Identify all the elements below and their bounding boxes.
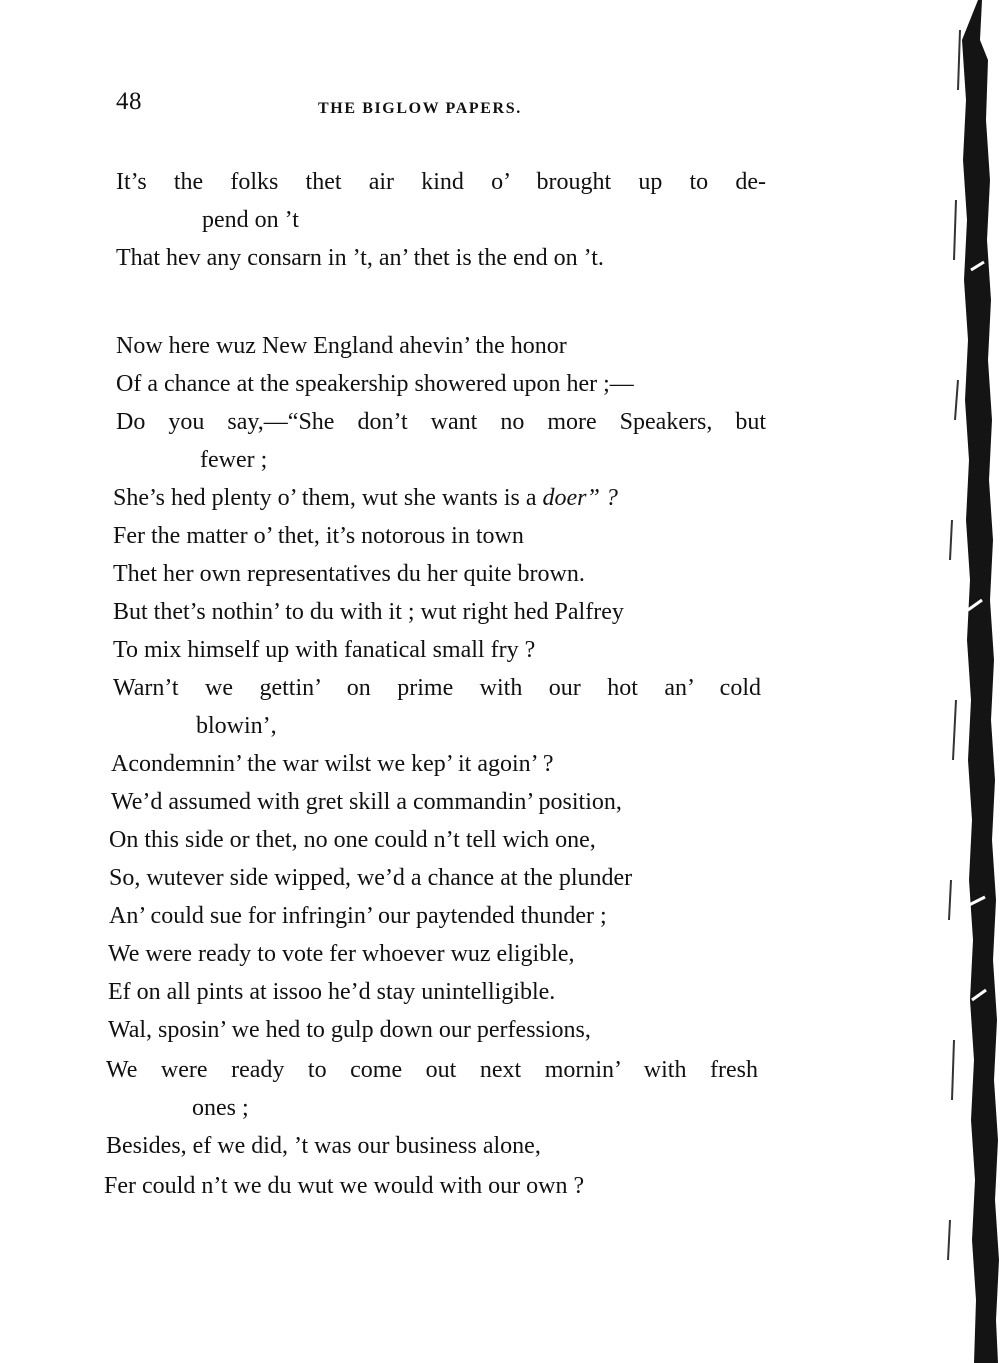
verse-line-continuation: ones ;: [192, 1095, 249, 1121]
verse-line-continuation: blowin’,: [196, 713, 277, 739]
page-number: 48: [116, 88, 142, 115]
verse-line: Now here wuz New England ahevin’ the honor: [116, 333, 567, 359]
verse-line: Thet her own representatives du her quite brown.: [113, 561, 585, 587]
verse-line: Acondemnin’ the war wilst we kep’ it agoin’ ?: [111, 751, 554, 777]
italic-word: doer: [542, 485, 587, 511]
verse-line: Do you say,—“She don’t want no more Speakers, but: [116, 410, 766, 435]
verse-line: Ef on all pints at issoo he’d stay unintelligible.: [108, 979, 556, 1005]
verse-line: To mix himself up with fanatical small fry ?: [113, 637, 536, 663]
verse-line: That hev any consarn in ’t, an’ thet is the end on ’t.: [116, 245, 604, 271]
verse-line: On this side or thet, no one could n’t tell wich one,: [109, 827, 596, 853]
running-head: THE BIGLOW PAPERS.: [318, 100, 522, 117]
verse-line: We were ready to come out next mornin’ with fresh: [106, 1058, 758, 1083]
verse-line: Besides, ef we did, ’t was our business alone,: [106, 1133, 541, 1159]
closing-punctuation: ” ?: [586, 485, 618, 511]
verse-line: Of a chance at the speakership showered upon her ;—: [116, 371, 634, 397]
verse-line-continuation: fewer ;: [200, 447, 268, 473]
verse-line: Fer could n’t we du wut we would with our own ?: [104, 1173, 585, 1199]
verse-line: We’d assumed with gret skill a commandin’ position,: [111, 789, 622, 815]
verse-line: So, wutever side wipped, we’d a chance at the plunder: [109, 865, 633, 891]
verse-line: An’ could sue for infringin’ our paytended thunder ;: [109, 903, 607, 929]
verse-line: We were ready to vote fer whoever wuz eligible,: [108, 941, 575, 967]
verse-line: Wal, sposin’ we hed to gulp down our perfessions,: [108, 1017, 591, 1043]
verse-text: She’s hed plenty o’ them, wut she wants is a: [113, 485, 543, 511]
verse-line-continuation: pend on ’t: [202, 207, 299, 233]
verse-line: Fer the matter o’ thet, it’s notorous in town: [113, 523, 524, 549]
verse-line: Warn’t we gettin’ on prime with our hot an’ cold: [113, 676, 761, 701]
verse-line: But thet’s nothin’ to du with it ; wut right hed Palfrey: [113, 599, 624, 625]
page-binding-edge: [938, 0, 1000, 1363]
verse-line: It’s the folks thet air kind o’ brought up to de-: [116, 170, 766, 195]
verse-line: [113, 486, 618, 510]
